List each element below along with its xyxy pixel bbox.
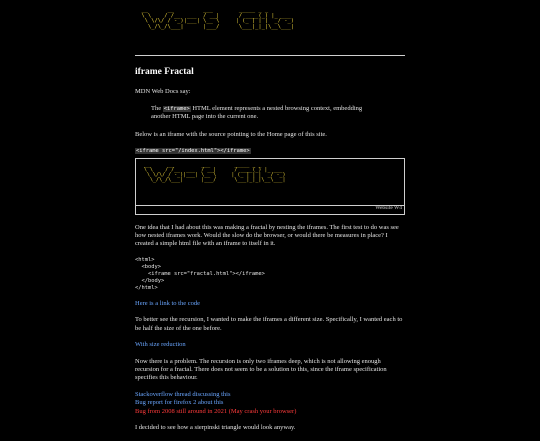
page-content bbox=[135, 0, 405, 441]
iframe-caption: Website W4 bbox=[375, 205, 402, 212]
iframe-code: <iframe src="/index.html"></iframe> bbox=[136, 148, 250, 155]
mdn-intro: MDN Web Docs say: bbox=[135, 88, 191, 96]
reference-links bbox=[135, 391, 405, 416]
quote-code: <iframe> bbox=[163, 105, 190, 112]
size-reduction-link[interactable]: With size reduction bbox=[135, 341, 186, 349]
site-logo-ascii[interactable]: __ __ ___ _____ _ _ \ \ / /__ ___ / __| / ____(_) |_ ___ \ \/\/ / -_)|___| \__ \ | (_ | | | _/ -_) \_/\_/\___| |___/ \___|_|_|\__\___| bbox=[141, 8, 295, 30]
fractal-idea-paragraph: One idea that I had about this was making a fractal by nesting the iframes. The first test to do was see how nested iframes work. Would the slow do the browser, or would there be measures in place? I created a simple html file with an iframe to itself in it. bbox=[135, 223, 399, 248]
embedded-iframe[interactable] bbox=[135, 158, 405, 215]
stackoverflow-link[interactable]: Stackoverflow thread discussing this bbox=[135, 390, 231, 398]
iframe-intro: Below is an iframe with the source pointing to the Home page of this site. bbox=[135, 130, 327, 138]
code-link[interactable]: Here is a link to the code bbox=[135, 299, 200, 307]
firefox-bug-link[interactable]: Bug report for firefox 2 about this bbox=[135, 399, 224, 407]
quote-suffix: HTML element represents a nested browsing context, embedding another HTML page into the current one. bbox=[151, 104, 363, 121]
page-title: iframe Fractal bbox=[135, 67, 194, 77]
problem-paragraph: Now there is a problem. The recursion is only two iframes deep, which is not allowing enough recursion for a fractal. There does not seem to be a solution to this, since the iframe specification specifies this behaviour. bbox=[135, 357, 387, 382]
sierpinski-paragraph: I decided to see how a sierpinski triangle would look anyway. bbox=[135, 424, 296, 432]
crash-bug-link[interactable]: Bug from 2008 still around in 2021 (May crash your browser) bbox=[135, 407, 297, 415]
header-divider bbox=[135, 55, 405, 56]
quote-prefix: The bbox=[151, 104, 163, 112]
iframe-divider bbox=[136, 205, 404, 206]
mdn-quote bbox=[151, 105, 379, 122]
iframe-logo-ascii[interactable]: __ __ ___ _____ _ _ \ \ / /__ ___ / __| / ____(_) |_ ___ \ \/\/ / -_)|___| \__ \ | (_ | | | _/ -_) \_/\_/\___| |___/ \___|_|_|\__\___| bbox=[144, 161, 286, 184]
recursion-paragraph: To better see the recursion, I wanted to make the iframes a different size. Specifically, I wanted each to be half the size of the one before. bbox=[135, 316, 403, 332]
fractal-code-snippet: <html> <body> <iframe src="fractal.html"></iframe> </body> </html> bbox=[135, 256, 265, 291]
iframe-code-line bbox=[135, 147, 405, 155]
